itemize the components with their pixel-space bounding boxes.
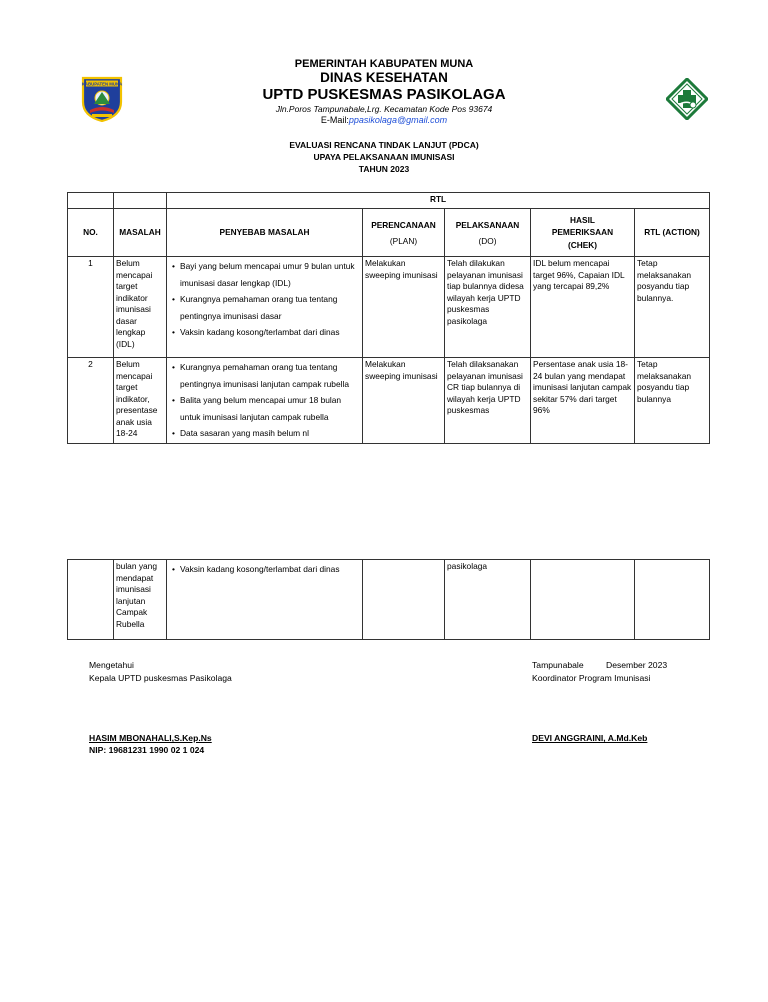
penyebab-item: • Kurangnya pemahaman orang tua tentang pentingnya imunisasi dasar [180,291,360,324]
header-department: DINAS KESEHATAN [320,70,448,85]
document-title: EVALUASI RENCANA TINDAK LANJUT (PDCA) [289,140,479,150]
row-do: pasikolaga [445,560,531,640]
penyebab-item: • Vaksin kadang kosong/terlambat dari dinas [180,324,360,341]
signature-left-name: HASIM MBONAHALI,S.Kep.Ns [89,733,212,743]
header-masalah: MASALAH [114,209,167,257]
header-address: Jln.Poros Tampunabale,Lrg. Kecamatan Kode Pos 93674 [275,104,493,114]
row-penyebab [167,358,363,444]
header-puskesmas: UPTD PUSKESMAS PASIKOLAGA [262,86,506,103]
rtl-header: RTL [167,193,710,209]
pdca-table-continuation [67,559,710,640]
signature-right-date: Desember 2023 [606,660,668,670]
header-perencanaan-label: PERENCANAAN [371,219,436,230]
table-row [68,358,710,444]
row-plan: Melakukan sweeping imunisasi [363,257,445,358]
kabupaten-muna-logo-icon [80,74,124,122]
header-email-line [170,115,598,125]
row-masalah: Belum mencapai target indikator, presentase anak usia 18-24 [114,358,167,444]
row-penyebab [167,560,363,640]
header-pelaksanaan [445,209,531,257]
logo-text: KABUPATEN MUNA [81,81,123,87]
row-check: IDL belum mencapai target 96%, Capaian IDL yang tercapai 89,2% [531,257,635,358]
row-no [68,560,114,640]
signature-left-label: Mengetahui [89,660,134,670]
document-subtitle: UPAYA PELAKSANAAN IMUNISASI [313,152,455,162]
email-label: E-Mail: [320,115,349,125]
row-do: Telah dilaksanakan pelayanan imunisasi CR tiap bulannya di wilayah kerja UPTD puskesmas [445,358,531,444]
row-do: Telah dilakukan pelayanan imunisasi tiap bulannya didesa wilayah kerja UPTD puskesmas pasikolaga [445,257,531,358]
table-row [68,257,710,358]
row-masalah: bulan yang mendapat imunisasi lanjutan Campak Rubella [114,560,167,640]
header-perencanaan [363,209,445,257]
row-penyebab [167,257,363,358]
header-pelaksanaan-sub: (DO) [478,235,497,246]
signature-right-name: DEVI ANGGRAINI, A.Md.Keb [532,733,648,743]
signature-left-nip: NIP: 19681231 1990 02 1 024 [89,745,205,755]
document-year: TAHUN 2023 [358,164,410,174]
penyebab-item: • Data sasaran yang masih belum nl [180,425,360,442]
row-no: 2 [68,358,114,444]
email-link[interactable]: ppasikolaga@gmail.com [348,115,448,125]
header-pemeriksaan [531,209,635,257]
row-check: Persentase anak usia 18-24 bulan yang mendapat imunisasi lanjutan campak sekitar 57% dari target 96% [531,358,635,444]
header-pemeriksaan-sub: (CHEK) [567,239,598,250]
row-action: Tetap melaksanakan posyandu tiap bulannya [635,358,710,444]
row-action [635,560,710,640]
empty-header-cell [68,193,114,209]
penyebab-item: • Vaksin kadang kosong/terlambat dari dinas [180,561,360,578]
row-masalah: Belum mencapai target indikator imunisasi dasar lengkap (IDL) [114,257,167,358]
pdca-table [67,192,710,444]
row-plan: Melakukan sweeping imunisasi [363,358,445,444]
penyebab-item: • Balita yang belum mencapai umur 18 bulan untuk imunisasi lanjutan campak rubella [180,392,360,425]
header-pemeriksaan-label: PEMERIKSAAN [551,227,614,238]
header-hasil-label: HASIL [570,214,595,225]
row-action: Tetap melaksanakan posyandu tiap bulannya. [635,257,710,358]
penyebab-item: • Kurangnya pemahaman orang tua tentang pentingnya imunisasi lanjutan campak rubella [180,359,360,392]
header-perencanaan-sub: (PLAN) [389,235,418,246]
row-check [531,560,635,640]
header-action: RTL (ACTION) [635,209,710,257]
header-no: NO. [68,209,114,257]
header-penyebab: PENYEBAB MASALAH [167,209,363,257]
header-pelaksanaan-label: PELAKSANAAN [455,219,520,230]
header-government: PEMERINTAH KABUPATEN MUNA [294,58,474,70]
signature-right-position: Koordinator Program Imunisasi [532,673,651,683]
row-no: 1 [68,257,114,358]
signature-right-place: Tampunabale [532,660,584,670]
table-row [68,560,710,640]
puskesmas-logo-icon [666,78,708,120]
row-plan [363,560,445,640]
penyebab-item: • Bayi yang belum mencapai umur 9 bulan untuk imunisasi dasar lengkap (IDL) [180,258,360,291]
signature-left-position: Kepala UPTD puskesmas Pasikolaga [89,673,232,683]
empty-header-cell [114,193,167,209]
